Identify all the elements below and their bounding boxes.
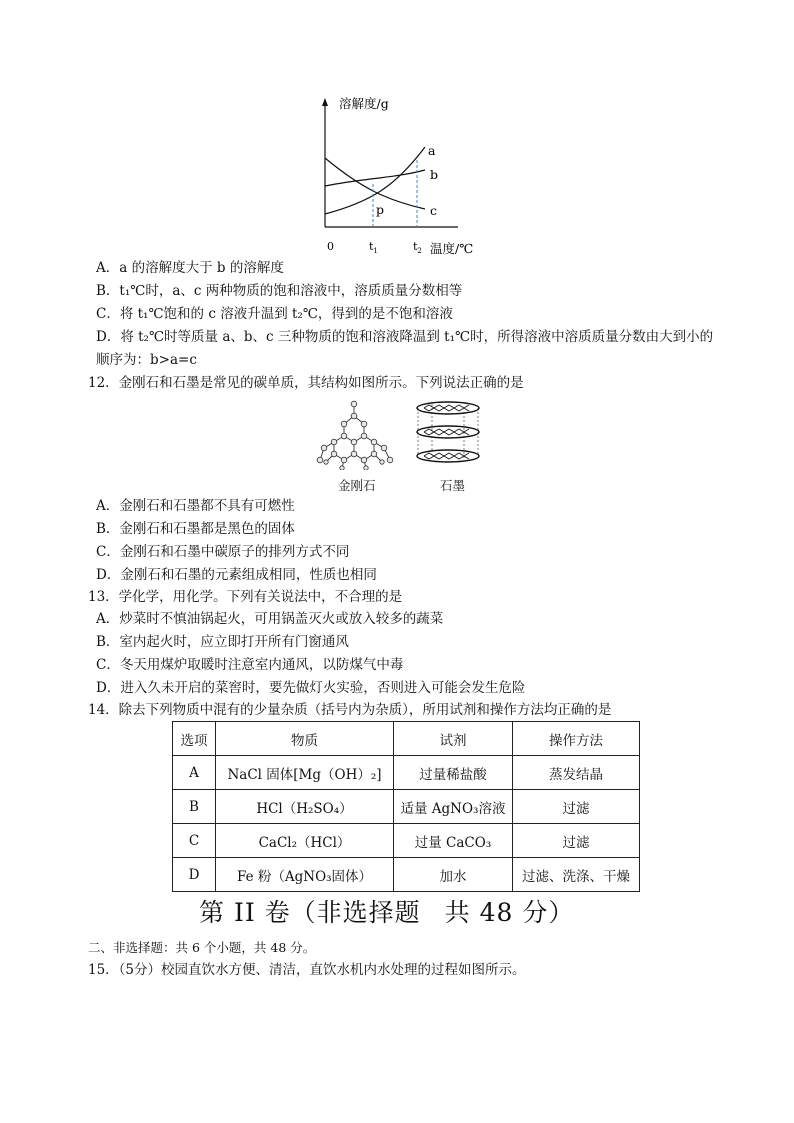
q14-table: [172, 721, 640, 892]
t1-label: $t_1$: [369, 240, 378, 255]
curve-a: [325, 147, 425, 214]
curve-b: [325, 170, 425, 186]
table-cell: 过量稀盐酸: [394, 756, 513, 790]
graphite-label: 石墨: [440, 478, 466, 493]
section-title: [199, 893, 574, 929]
table-cell: 适量 AgNO₃溶液: [394, 790, 513, 824]
q11-option-d-cont: 顺序为：b>a=c: [96, 352, 197, 368]
table-cell: Fe 粉（AgNO₃固体）: [216, 858, 394, 892]
table-cell: 过滤: [513, 824, 640, 858]
table-cell: HCl（H₂SO₄）: [216, 790, 394, 824]
q12-option-b: B．金刚石和石墨都是黑色的固体: [96, 521, 295, 537]
table-header: 试剂: [394, 722, 513, 756]
table-cell: 加水: [394, 858, 513, 892]
q13-option-a: A．炒菜时不慎油锅起火，可用锅盖灭火或放入较多的蔬菜: [96, 611, 444, 627]
table-row: [173, 858, 640, 892]
table-row: [173, 756, 640, 790]
q13-option-b: B．室内起火时，应立即打开所有门窗通风: [96, 634, 349, 650]
graphite-structure-figure: [410, 396, 486, 470]
q11-option-a: A．a 的溶解度大于 b 的溶解度: [96, 260, 284, 276]
q11-option-c: C．将 t₁℃饱和的 c 溶液升温到 t₂℃，得到的是不饱和溶液: [96, 306, 453, 322]
table-cell: 过滤、洗涤、干燥: [513, 858, 640, 892]
table-cell: B: [173, 790, 216, 824]
q11-option-b: B．t₁℃时，a、c 两种物质的饱和溶液中，溶质质量分数相等: [96, 283, 463, 299]
curve-a-label: a: [428, 143, 436, 158]
q13-option-c: C．冬天用煤炉取暖时注意室内通风，以防煤气中毒: [96, 657, 404, 673]
curve-c-label: c: [430, 203, 438, 218]
q12-option-c: C．金刚石和石墨中碳原子的排列方式不同: [96, 544, 350, 560]
table-cell: 过量 CaCO₃: [394, 824, 513, 858]
y-axis-arrow: [322, 98, 328, 106]
table-row: [173, 824, 640, 858]
table-cell: 过滤: [513, 790, 640, 824]
table-header: 操作方法: [513, 722, 640, 756]
q15-stem: 15．（5分）校园直饮水方便、清洁，直饮水机内水处理的过程如图所示。: [88, 962, 526, 978]
q13-option-d: D．进入久未开启的菜窖时，要先做灯火实验，否则进入可能会发生危险: [96, 680, 526, 696]
origin-label: 0: [327, 240, 334, 253]
q11-option-d: D．将 t₂℃时等质量 a、b、c 三种物质的饱和溶液降温到 t₁℃时，所得溶液中溶质质量分数由大到小的: [96, 329, 714, 345]
table-cell: 蒸发结晶: [513, 756, 640, 790]
section-title-right: 共 48 分）: [444, 898, 575, 927]
q12-option-d: D．金刚石和石墨的元素组成相同，性质也相同: [96, 567, 377, 583]
table-cell: NaCl 固体[Mg（OH）₂]: [216, 756, 394, 790]
diamond-structure-figure: [312, 398, 400, 470]
section-description: 二、非选择题：共 6 个小题，共 48 分。: [88, 940, 316, 955]
q12-option-a: A．金刚石和石墨都不具有可燃性: [96, 498, 295, 514]
curve-b-label: b: [430, 167, 439, 182]
table-header: 选项: [173, 722, 216, 756]
q12-stem: 12．金刚石和石墨是常见的碳单质，其结构如图所示。下列说法正确的是: [88, 375, 524, 391]
table-cell: A: [173, 756, 216, 790]
y-axis-label: 溶解度/g: [339, 96, 389, 111]
table-cell: CaCl₂（HCl）: [216, 824, 394, 858]
solubility-chart: [300, 92, 480, 260]
q13-stem: 13．学化学，用化学。下列有关说法中，不合理的是: [88, 589, 403, 605]
section-title-left: 第 II 卷（非选择题: [199, 898, 421, 927]
table-header: 物质: [216, 722, 394, 756]
diamond-label: 金刚石: [338, 478, 376, 493]
t2-label: $t_2$: [413, 240, 422, 255]
table-cell: D: [173, 858, 216, 892]
x-axis-label: 温度/℃: [430, 241, 474, 256]
table-row: [173, 790, 640, 824]
table-header-row: [173, 722, 640, 756]
table-cell: C: [173, 824, 216, 858]
point-p-label: p: [376, 202, 385, 217]
q14-stem: 14．除去下列物质中混有的少量杂质（括号内为杂质），所用试剂和操作方法均正确的是: [88, 702, 612, 718]
